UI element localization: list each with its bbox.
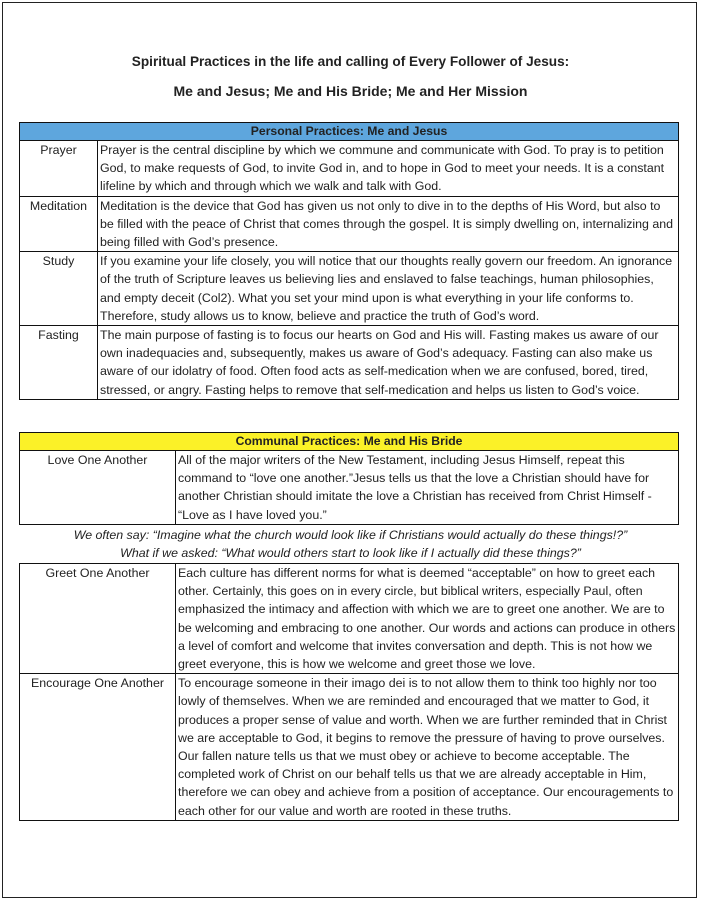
- practice-label: Meditation: [20, 196, 98, 252]
- quote-line-1: We often say: “Imagine what the church would look like if Christians would actually do these things!?”: [73, 528, 628, 542]
- practice-label: Prayer: [20, 141, 98, 197]
- personal-practices-header: Personal Practices: Me and Jesus: [20, 123, 679, 141]
- quote-line-2: What if we asked: “What would others start to look like if I actually did these things?”: [120, 546, 581, 560]
- table-row: [20, 451, 679, 525]
- communal-practices-table: [19, 432, 679, 525]
- document-page: [2, 2, 697, 898]
- communal-practices-table-continued: [19, 563, 679, 821]
- communal-practices-header: Communal Practices: Me and His Bride: [20, 433, 679, 451]
- practice-description: Prayer is the central discipline by which we commune and communicate with God. To pray is to petition God, to make requests of God, to invite God in, and to hope in God to meet your needs. It is a constant lifeline by which and through which we walk and talk with God.: [98, 141, 679, 197]
- practice-label: Study: [20, 252, 98, 326]
- practice-label: Love One Another: [20, 451, 176, 525]
- table-row: [20, 196, 679, 252]
- table-row: [20, 674, 679, 821]
- table-row: [20, 141, 679, 197]
- practice-description: Meditation is the device that God has given us not only to dive in to the depths of His Word, but also to be filled with the peace of Christ that comes through the gospel. It is simply dwelling on, internalizing and being filled with God’s presence.: [98, 196, 679, 252]
- practice-description: The main purpose of fasting is to focus our hearts on God and His will. Fasting makes us aware of our own inadequacies and, subsequently, makes us aware of God’s adequacy. Fasting can also make us aware of our idolatry of food. Often food acts as self-medication when we are confused, bored, tired, stressed, or angry. Fasting helps to remove that self-medication and helps us listen to God’s voice.: [98, 326, 679, 400]
- table-row: [20, 326, 679, 400]
- personal-practices-table: [19, 122, 679, 400]
- practice-description: Each culture has different norms for what is deemed “acceptable” on how to greet each other. Certainly, this goes on in every circle, but biblical writers, especially Paul, often emphasized the intimacy and affection with which we are to greet one another. We are to be welcoming and embracing to one another. Our words and actions can produce in others a level of comfort and welcome that invites conversation and depth. This is not how we greet everyone, this is how we welcome and greet those we love.: [176, 564, 679, 674]
- practice-description: To encourage someone in their imago dei is to not allow them to think too highly nor too lowly of themselves. When we are reminded and encouraged that we matter to God, it produces a proper sense of value and worth. When we are further reminded that in Christ we are acceptable to God, it begins to remove the pressure of having to prove ourselves. Our fallen nature tells us that we must obey or achieve to become acceptable. The completed work of Christ on our behalf tells us that we are already acceptable in Him, therefore we can obey and achieve from a position of acceptance. Our encouragements to each other for our value and worth are rooted in these truths.: [176, 674, 679, 821]
- table-row: [20, 252, 679, 326]
- practice-description: All of the major writers of the New Testament, including Jesus Himself, repeat this command to “love one another.”Jesus tells us that the love a Christian should have for another Christian should imitate the love a Christian has received from Christ Himself - “Love as I have loved you.”: [176, 451, 679, 525]
- practice-description: If you examine your life closely, you will notice that our thoughts really govern our freedom. An ignorance of the truth of Scripture leaves us believing lies and enslaved to false teachings, human philosophies, and empty deceit (Col2). What you set your mind upon is what everything in your life conforms to. Therefore, study allows us to know, believe and practice the truth of God’s word.: [98, 252, 679, 326]
- document-subtitle: Me and Jesus; Me and His Bride; Me and Her Mission: [173, 83, 528, 99]
- document-title: Spiritual Practices in the life and calling of Every Follower of Jesus:: [131, 54, 570, 69]
- practice-label: Fasting: [20, 326, 98, 400]
- practice-label: Greet One Another: [20, 564, 176, 674]
- practice-label: Encourage One Another: [20, 674, 176, 821]
- table-row: [20, 564, 679, 674]
